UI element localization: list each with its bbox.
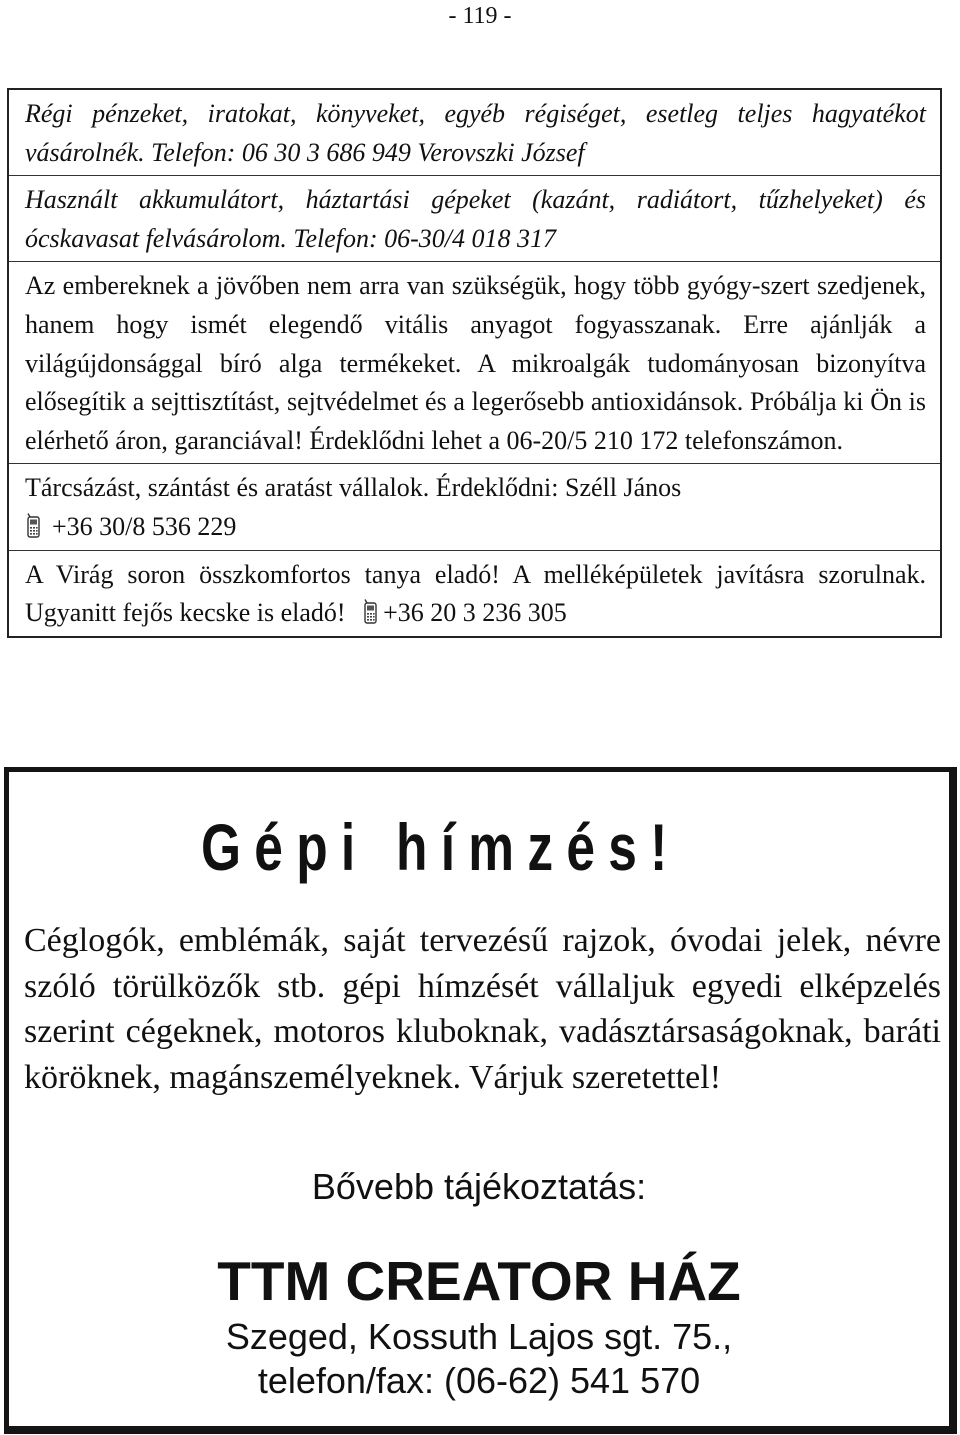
ad-phone-line: [25, 508, 926, 547]
ad-phone: +36 30/8 536 229: [52, 511, 237, 541]
embroidery-advert: [4, 767, 957, 1434]
classified-ads-box: [7, 88, 942, 638]
advert-title: Gépi hímzés!: [201, 810, 681, 884]
page-number: - 119 -: [448, 3, 512, 29]
ad-text: A Virág soron összkomfortos tanya eladó! A melléképületek javításra szorulnak. Ugyanitt fejős kecske is eladó!: [25, 559, 926, 628]
ad-text: Tárcsázást, szántást és aratást vállalok. Érdeklődni: Széll János: [25, 473, 682, 503]
mobile-phone-icon: [25, 512, 42, 538]
ad-plowing-services: [9, 464, 940, 550]
ad-text: Régi pénzeket, iratokat, könyveket, egyéb régiséget, esetleg teljes hagyatékot vásárolnék. Telefon: 06 30 3 686 949 Verovszki József: [25, 99, 926, 167]
company-phone: telefon/fax: (06-62) 541 570: [257, 1360, 701, 1401]
mobile-phone-icon: [362, 598, 379, 624]
company-name: TTM CREATOR HÁZ: [217, 1250, 741, 1312]
ad-text: Használt akkumulátort, háztartási gépeket (kazánt, radiátort, tűzhelyeket) és ócskavasat felvásárolom. Telefon: 06-30/4 018 317: [25, 185, 926, 253]
ad-text: Az embereknek a jövőben nem arra van szükségük, hogy több gyógy-szert szedjenek, hanem hogy ismét elegendő vitális anyagot fogyasszanak. Erre ajánlják a világújdonsággal bíró alga termékeket. A mikroalgák tudományosan bizonyítva elősegítik a sejttisztítást, sejtvédelmet és a legerősebb antioxidánsok. Próbálja ki Ön is elérhető áron, garanciával! Érdeklődni lehet a 06-20/5 210 172 telefonszámon.: [25, 271, 926, 455]
ad-algae-products: [9, 262, 940, 464]
ad-scrap-metal: [9, 176, 940, 262]
info-label: Bővebb tájékoztatás:: [311, 1166, 647, 1207]
ad-antiques: [9, 90, 940, 176]
company-address: Szeged, Kossuth Lajos sgt. 75.,: [225, 1316, 733, 1357]
ad-farmhouse-sale: [9, 551, 940, 636]
advert-body: Céglogók, emblémák, saját tervezésű rajzok, óvodai jelek, névre szóló törülközők stb. gépi hímzését vállaljuk egyedi elképzelés szerint cégeknek, motoros kluboknak, vadásztársaságoknak, baráti köröknek, magánszemélyeknek. Várjuk szeretettel!: [24, 922, 941, 1096]
ad-phone: +36 20 3 236 305: [383, 598, 567, 628]
